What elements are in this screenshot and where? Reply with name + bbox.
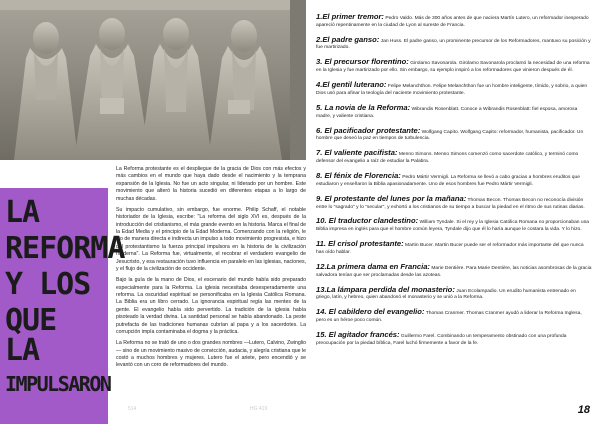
- intro-paragraph: La Reforma no se trató de uno o dos grandes nombres —Lutero, Calvino, Zwinglio— sino de un movimiento masivo de convicción, audacia, y alegría cristiana que le costó a muchos hombres y mujeres. Lutero fue el ariete, pero encendió y se levantó con un coro de reformadores del mundo.: [116, 340, 306, 369]
- statues-illustration: [0, 0, 306, 160]
- item-body: Guillermo Farel. Combinando un temperamento obstinado con una profunda preocupación por la piedad bíblica, Farel luchó firmemente a favor de la fe.: [316, 334, 567, 346]
- item-heading: 13.La lámpara perdida del monasterio:: [316, 284, 455, 294]
- page-number: 18: [577, 404, 590, 416]
- item-body: Girolamo Savonarola. Girolamo Savonarola proclamó la necesidad de una reforma en la Iglesia y fue martirizado por ello. Sin embargo, su ejemplo inspiró a los reformadores que vinieron después de él.: [316, 61, 590, 74]
- title-line-4: QUE LA: [5, 303, 57, 368]
- item-heading: 1.El primer tremor:: [316, 12, 384, 21]
- item-heading: 12.La primera dama en Francia:: [316, 261, 430, 271]
- item-body: Wibrandis Rosenblatt. Conoce a Wibrandis Rosenblatt: fiel esposa, amorosa madre, y valiente cristiana.: [316, 106, 578, 119]
- list-item: [316, 148, 592, 166]
- title-line-1: LA: [5, 195, 40, 230]
- list-item: [316, 12, 592, 30]
- item-heading: 15. El agitador francés:: [316, 330, 400, 340]
- item-body: Marie Dentière. Para Marie Dentière, las noticias asombrosas de la gracia salvadora tenían que ser proclamadas desde las azoteas.: [316, 265, 592, 278]
- item-heading: 10. El traductor clandestino:: [316, 216, 419, 226]
- item-heading: 4.El gentil luterano:: [316, 80, 387, 90]
- item-heading: 14. El cabildero del evangelio:: [316, 307, 425, 317]
- list-item: [316, 216, 592, 234]
- item-body: Martin Bucer. Martin Bucer puede ser el reformador más importante del que nunca has oído hablar.: [316, 243, 584, 255]
- list-item: [316, 239, 592, 257]
- item-body: Menno Simons. Menno Simons comenzó como sacerdote católico, y terminó como defensor del evangelio a raíz de estudiar la Palabra.: [316, 152, 579, 165]
- item-body: Felipe Melanchthon. Felipe Melanchthon fue un hombre inteligente, tímido, y sobrio, a quien Dios usó para afinar la teología del naciente movimiento protestante.: [316, 84, 588, 96]
- item-body: Pedro Valdo. Más de 300 años antes de que naciera Martín Lutero, un reformador inesperado apareció repentinamente en la ciudad de Lyon al sureste de Francia.: [316, 16, 589, 28]
- intro-paragraph: Su impacto cumulativo, sin embargo, fue enorme. Philip Schaff, el notable historiador de la Iglesia, escribe: "La reforma del siglo XVI es, después de la introducción del cristianismo, el más grande evento en la historia. Marca el final de la Edad Media y el principio de la Edad Moderna. Comenzando con la religión, le dio de manera directa e indirecta un impulso a todo movimiento progresista, e hizo del protestantismo la fuerza principal impulsora en la historia de la civilización moderna". La Reforma fue, virtualmente, el recobrar el verdadero evangelio de Jesucristo, y esa restauración tuvo influencia en paralelo en las iglesias, naciones, y el flujo de la civilización de occidente.: [116, 206, 306, 272]
- item-body: William Tyndale. Si el rey y la Iglesia Católica Romana no proporcionaban una Biblia impresa en inglés para que el hombre común leyera, Tyndale dijo que él lo haría aunque le costara la vida. Y lo hizo.: [316, 220, 590, 233]
- item-body: Juan Ecolampadio. Un erudito humanista entrenado en griego, latín, y hebreo, quien abandonó el monasterio y se unió a la Reforma.: [316, 288, 576, 301]
- title-line-3: Y LOS: [5, 267, 91, 302]
- item-body: Wolfgang Capito. Wolfgang Capito: reformador, humanista, pacificador. Un hombre que deseó la paz en tiempos de turbulencia.: [316, 129, 584, 142]
- list-item: [316, 35, 592, 53]
- item-body: Jan Huss. El padre ganso, un prominente precursor de los Reformadores, mantuvo su posición y fue martirizado.: [316, 38, 591, 51]
- item-heading: 8. El fénix de Florencia:: [316, 171, 401, 181]
- item-heading: 6. El pacificador protestante:: [316, 125, 421, 135]
- reformers-list: [316, 12, 592, 412]
- title-line-2: REFORMA: [5, 231, 125, 266]
- item-heading: 9. El protestante del lunes por la mañana:: [316, 193, 467, 203]
- list-item: [316, 285, 592, 303]
- item-body: Thomas Becon. Thomas Becon no reconocía división entre lo "sagrado" y lo "secular", y exhortó a los cristianos de su tiempo a buscar la piedad en el ritmo de sus rutinas diarias.: [316, 197, 585, 210]
- item-heading: 11. El crisol protestante:: [316, 239, 404, 249]
- list-item: [316, 126, 592, 144]
- faint-mark-right: HG 419: [250, 406, 268, 412]
- item-body: Pedro Mártir Vermigli. La Reforma se llevó a cabo gracias a hombres eruditos que estudiaron y enseñaron la Biblia apasionadamente. Uno de esos hombres fue Pedro Mártir Vermigli.: [316, 175, 580, 187]
- intro-text: [116, 166, 306, 420]
- list-item: [316, 194, 592, 212]
- title-line-5: IMPULSARON: [5, 372, 111, 396]
- list-item: [316, 80, 592, 98]
- item-body: Thomas Cranmer. Thomas Cranmer ayudó a liderar la Reforma Inglesa, pero es un héroe poco común.: [316, 311, 582, 324]
- reformation-wall-photo: [0, 0, 306, 160]
- list-item: [316, 262, 592, 280]
- intro-paragraph: Bajo la guía de la mano de Dios, el escenario del mundo había sido preparado especialmente para la Reforma. La iglesia necesitaba desesperadamente una reforma. La oscuridad espiritual se personificaba en la Iglesia Católica Romana. La Biblia era un libro cerrado. La ignorancia espiritual regía las mentes de la gente. El evangelio había sido pervertido. La tradición de la iglesia había pisoteado la verdad divina. La santidad personal se había abandonado. La peste putrefacta de las tradiciones humanas cubrían al papa y a los sacerdotes. La corrupción impía contaminaba el dogma y la práctica.: [116, 277, 306, 335]
- item-heading: 3. El precursor florentino:: [316, 57, 409, 67]
- faint-mark-left: 514: [128, 406, 137, 412]
- item-heading: 7. El valiente pacifista:: [316, 148, 398, 158]
- list-item: [316, 57, 592, 75]
- item-heading: 2.El padre ganso:: [316, 34, 380, 44]
- list-item: [316, 307, 592, 325]
- list-item: [316, 103, 592, 121]
- intro-paragraph: La Reforma protestante es el despliegue de la gracia de Dios con más efectos y más cambios en el mundo que haya dado desde el nacimiento y la temprana expansión de la Iglesia. No fue un acto singular, ni liderado por un hombre. Este movimiento que alteró la historia sucedió en diferentes etapas a lo largo de muchas décadas.: [116, 166, 306, 202]
- list-item: [316, 330, 592, 348]
- list-item: [316, 171, 592, 189]
- article-title-block: [0, 188, 125, 424]
- item-heading: 5. La novia de la Reforma:: [316, 102, 411, 112]
